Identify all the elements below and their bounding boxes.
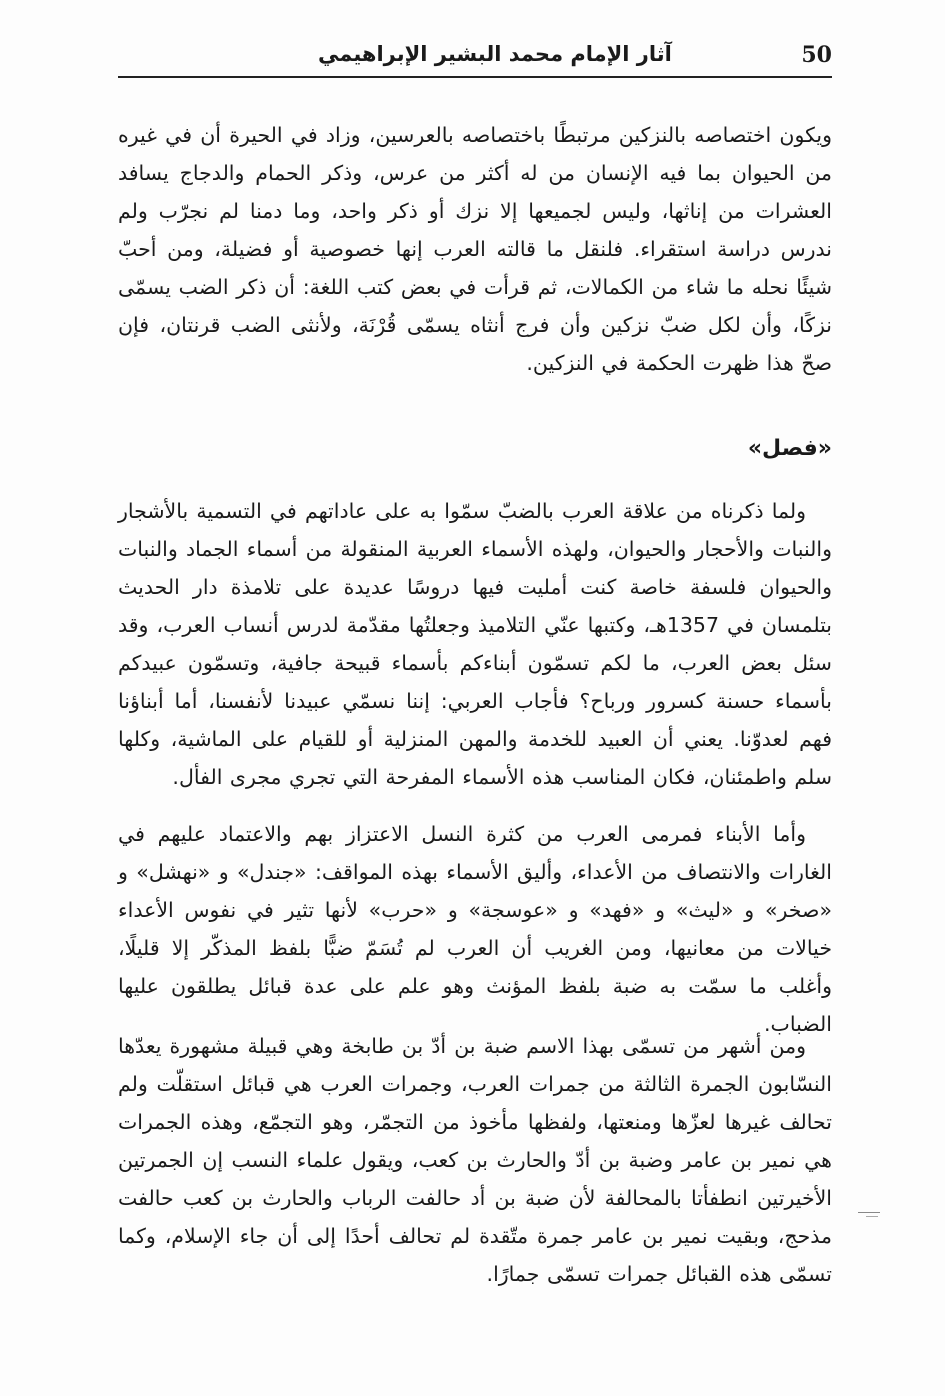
paragraph-2 xyxy=(118,492,832,796)
paragraph-3 xyxy=(118,815,832,1043)
paragraph-text: ويكون اختصاصه بالنزكين مرتبطًا باختصاصه بالعرسين، وزاد في الحيرة أن في غيره من الحيوان بما فيه الإنسان من له أكثر من عرس، وذكر الحمام والدجاج يسافد العشرات من إناثها، وليس لجميعها إلا نزك أو ذكر واحد، وما دمنا لم نجرّب ولم ندرس دراسة استقراء. فلنقل ما قالته العرب إنها خصوصية أو فضيلة، ومن أحبّ شيئًا نحله ما شاء من الكمالات، ثم قرأت في بعض كتب اللغة: أن ذكر الضب يسمّى نزكًا، وأن لكل ضبّ نزكين وأن فرج أنثاه يسمّى قُرْنَة، ولأنثى الضب قرنتان، فإن صحّ هذا ظهرت الحكمة في النزكين. xyxy=(118,123,832,375)
paragraph-text: ومن أشهر من تسمّى بهذا الاسم ضبة بن أدّ بن طابخة وهي قبيلة مشهورة يعدّها النسّابون الجمرة الثالثة من جمرات العرب، وجمرات العرب هي قبائل استقلّت ولم تحالف غيرها لعزّها ومنعتها، ولفظها مأخوذ من التجمّر، وهو التجمّع، وهذه الجمرات هي نمير بن عامر وضبة بن أدّ والحارث بن كعب، ويقول علماء النسب إن الجمرتين الأخيرتين انطفأتا بالمحالفة لأن ضبة بن أد حالفت الرباب والحارث بن كعب حالفت مذحج، وبقيت نمير بن عامر جمرة متّقدة لم تحالف أحدًا إلى أن جاء الإسلام، وكما تسمّى هذه القبائل جمرات تسمّى جمارًا. xyxy=(118,1034,832,1286)
scan-artifact xyxy=(858,1212,880,1213)
paragraph-text: وأما الأبناء فمرمى العرب من كثرة النسل الاعتزاز بهم والاعتماد عليهم في الغارات والانتصاف من الأعداء، وأليق الأسماء بهذه المواقف: «جندل» و «نهشل» و «صخر» و «ليث» و «فهد» و «عوسجة» و «حرب» لأنها تثير في نفوس الأعداء خيالات من معانيها، ومن الغريب أن العرب لم تُسَمّ ضبًّا بلفظ المذكّر إلا قليلًا، وأغلب ما سمّت به ضبة بلفظ المؤنث وهو علم على عدة قبائل يطلقون عليها الضباب. xyxy=(118,822,832,1036)
book-title: آثار الإمام محمد البشير الإبراهيمي xyxy=(318,42,672,66)
page-number: 50 xyxy=(801,42,832,68)
paragraph-text: ولما ذكرناه من علاقة العرب بالضبّ سمّوا به على عاداتهم في التسمية بالأشجار والنبات والأحجار والحيوان، ولهذه الأسماء العربية المنقولة من أسماء الجماد والنبات والحيوان فلسفة خاصة كنت أمليت فيها دروسًا عديدة على تلامذة دار الحديث بتلمسان في 1357هـ، وكتبها عنّي التلاميذ وجعلتُها مقدّمة لدرس أنساب العرب، وقد سئل بعض العرب، ما لكم تسمّون أبناءكم بأسماء قبيحة جافية، وتسمّون عبيدكم بأسماء حسنة كسرور ورباح؟ فأجاب العربي: إننا نسمّي عبيدنا لأنفسنا، أما أبناؤنا فهم لعدوّنا. يعني أن العبيد للخدمة والمهن المنزلية أو للقيام على الماشية، وكلها سلم واطمئنان، فكان المناسب هذه الأسماء المفرحة التي تجري مجرى الفأل. xyxy=(118,499,832,789)
paragraph-4 xyxy=(118,1027,832,1293)
scan-artifact xyxy=(866,1216,878,1217)
section-heading: «فصل» xyxy=(747,436,832,461)
paragraph-1 xyxy=(118,116,832,382)
running-header xyxy=(118,38,832,78)
